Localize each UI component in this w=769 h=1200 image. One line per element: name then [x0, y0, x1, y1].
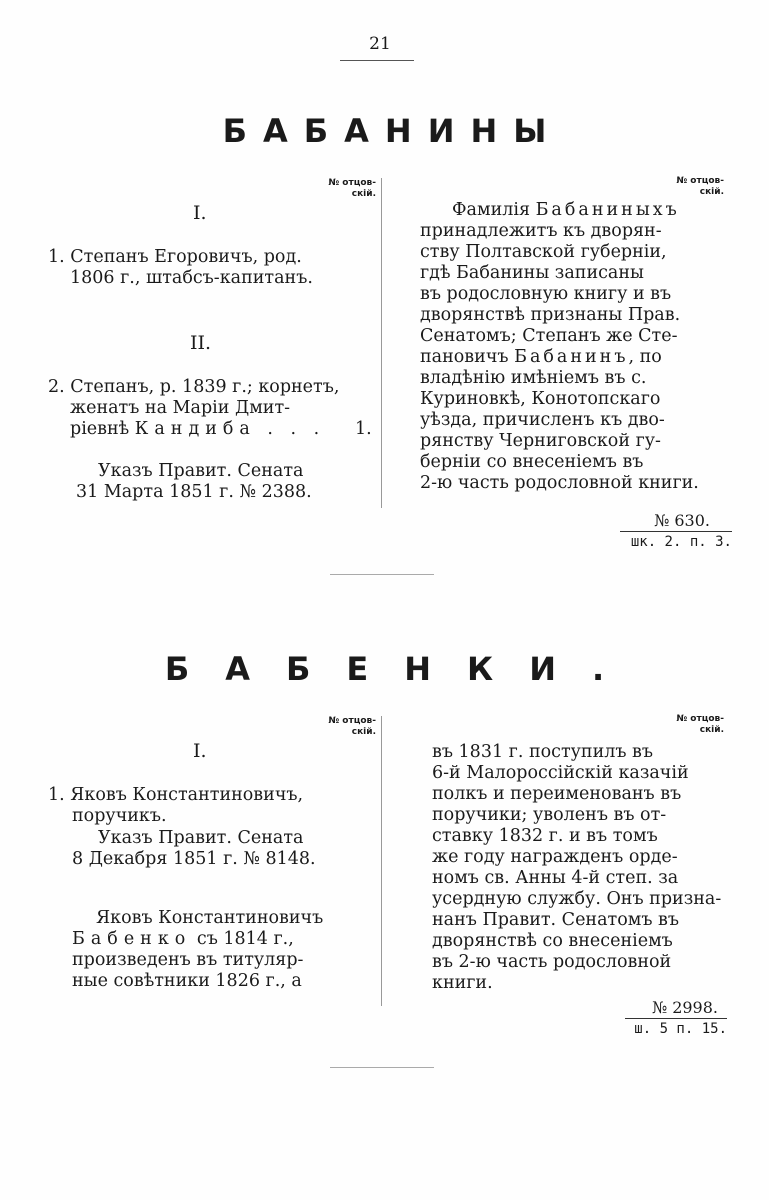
archive-shelf-ref: шк. 2. п. 3. — [630, 534, 732, 550]
text-line: полкъ и переименованъ въ — [432, 784, 682, 804]
text-line: поручики; уволенъ въ от- — [432, 805, 667, 825]
text-line: уѣзда, причисленъ къ дво- — [420, 410, 665, 430]
generation-1-numeral: I. — [193, 740, 207, 762]
person-number: 2. — [48, 377, 65, 397]
surname-spaced: Бабаниныхъ — [535, 200, 680, 220]
generation-1-numeral: I. — [193, 202, 207, 224]
text-line: ные совѣтники 1826 г., а — [72, 971, 302, 991]
decree-line: Указъ Правит. Сената — [98, 461, 304, 481]
father-number-header-left: № отцов- скій. — [328, 716, 376, 737]
text-line: принадлежитъ къ дворян- — [420, 221, 662, 241]
column-divider — [381, 178, 382, 508]
entry-text: ріевнѣ — [70, 419, 135, 439]
decree-reference — [76, 461, 312, 503]
text-line: книги. — [432, 973, 493, 993]
text-line: дворянствѣ со внесеніемъ — [432, 931, 673, 951]
text-line: съ 1814 г., — [191, 929, 294, 949]
person-number: 1. — [48, 247, 65, 267]
text-line: владѣнію имѣніемъ въ с. — [420, 368, 647, 388]
family-description — [420, 200, 699, 494]
entry-text: Яковъ Константиновичъ, — [70, 785, 304, 805]
surname-spaced: Бабенко — [72, 929, 192, 949]
father-number-header-right: № отцов- скій. — [676, 176, 724, 197]
entry-text: Степанъ, р. 1839 г.; корнетъ, — [70, 377, 340, 397]
father-number-header-left: № отцов- скій. — [328, 178, 376, 199]
decree-line: 8 Декабря 1851 г. № 8148. — [72, 849, 316, 869]
text-line: ставку 1832 г. и въ томъ — [432, 826, 658, 846]
text-line: усердную службу. Онъ призна- — [432, 889, 722, 909]
generation-2-numeral: II. — [190, 332, 212, 354]
entry-text: поручикъ. — [72, 806, 167, 826]
person-entry-1 — [48, 785, 303, 827]
text-line: въ родословную книгу и въ — [420, 284, 672, 304]
decree-line: Указъ Правит. Сената — [98, 828, 304, 848]
biography-continued — [432, 742, 721, 994]
person-entry-2 — [48, 377, 339, 440]
father-number-header-right: № отцов- скій. — [676, 714, 724, 735]
text-line: рянству Черниговской гу- — [420, 431, 661, 451]
text-line: ству Полтавской губерніи, — [420, 242, 667, 262]
text-line: берніи со внесеніемъ въ — [420, 452, 644, 472]
section-separator — [330, 574, 434, 575]
text-line: 6-й Малороссійскій казачій — [432, 763, 689, 783]
text-line: Куриновкѣ, Конотопскаго — [420, 389, 661, 409]
record-number: № 2998. — [651, 998, 718, 1017]
text-line: нанъ Правит. Сенатомъ въ — [432, 910, 680, 930]
entry-text: 1806 г., штабсъ-капитанъ. — [70, 268, 313, 288]
text-line: въ 1831 г. поступилъ въ — [432, 742, 654, 762]
text-line: номъ св. Анны 4-й степ. за — [432, 868, 679, 888]
text-line: произведенъ въ титуляр- — [72, 950, 304, 970]
text-line: Фамилія — [452, 200, 536, 220]
page-number-rule — [340, 60, 414, 61]
archive-shelf-ref: ш. 5 п. 15. — [634, 1021, 727, 1037]
text-line: дворянствѣ признаны Прав. — [420, 305, 681, 325]
column-divider — [381, 716, 382, 1006]
biography-start — [72, 908, 323, 992]
person-entry-1 — [48, 247, 313, 289]
family-title-babenki: БАБЕНКИ. — [164, 650, 641, 688]
text-line: гдѣ Бабанины записаны — [420, 263, 644, 283]
text-line: Яковъ Константиновичъ — [96, 908, 324, 928]
section-separator — [330, 1067, 434, 1068]
text-line: , по — [628, 347, 662, 367]
decree-reference — [72, 828, 316, 870]
entry-text: Степанъ Егоровичъ, род. — [70, 247, 302, 267]
entry-text: женатъ на Маріи Дмит- — [70, 398, 291, 418]
surname-spaced: Бабанинъ — [514, 347, 629, 367]
text-line: въ 2-ю часть родословной — [432, 952, 672, 972]
decree-line: 31 Марта 1851 г. № 2388. — [76, 482, 312, 502]
text-line: 2-ю часть родословной книги. — [420, 473, 699, 493]
record-rule — [620, 531, 732, 532]
text-line: пановичъ — [420, 347, 515, 367]
surname-spaced: Кандиба . . . — [134, 419, 326, 439]
family-title-babaniny: БАБАНИНЫ — [222, 112, 563, 150]
father-number: 1. — [355, 419, 372, 439]
record-rule — [625, 1018, 727, 1019]
text-line: же году награжденъ орде- — [432, 847, 678, 867]
text-line: Сенатомъ; Степанъ же Сте- — [420, 326, 678, 346]
page-number: 21 — [369, 34, 391, 54]
person-number: 1. — [48, 785, 65, 805]
record-number: № 630. — [654, 511, 710, 530]
